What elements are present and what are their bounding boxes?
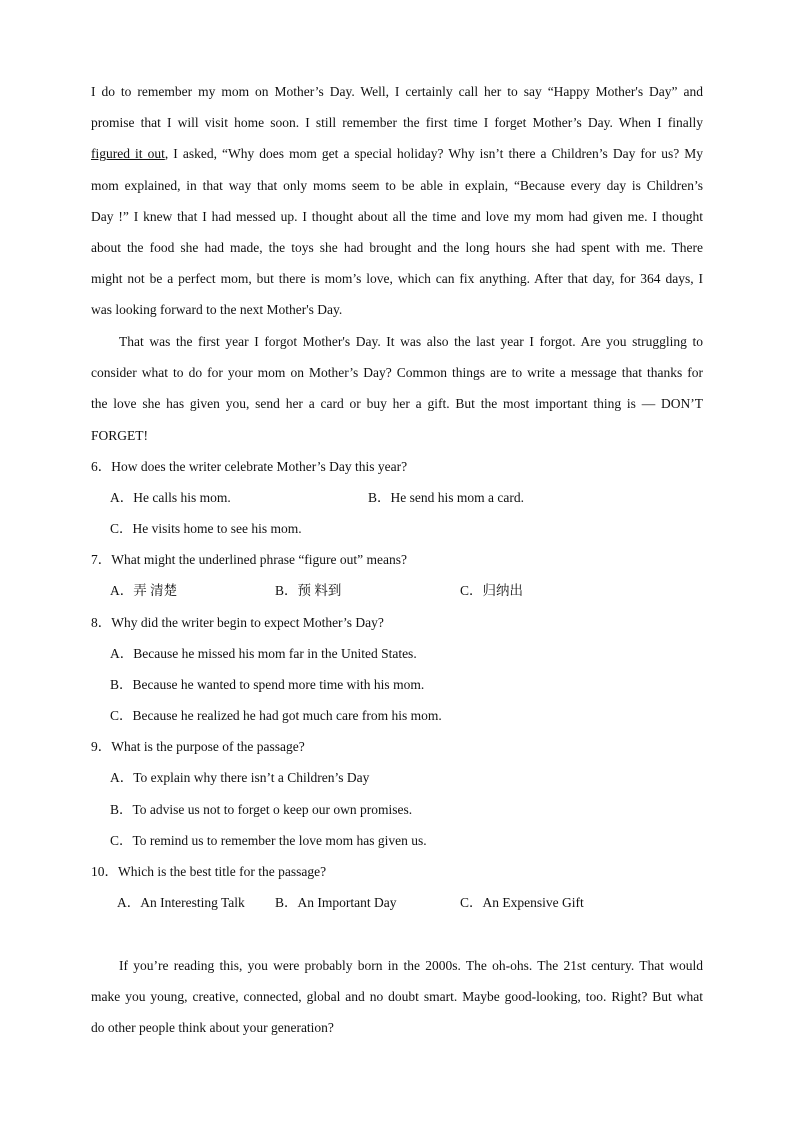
question-6-option-b: B．He send his mom a card. bbox=[368, 490, 524, 505]
passage-1-line bbox=[91, 138, 703, 169]
question-9-option-b: B．To advise us not to forget o keep our own promises. bbox=[110, 802, 413, 817]
question-8-option-a: A．Because he missed his mom far in the United States. bbox=[110, 646, 417, 661]
passage-2-line: That was the first year I forgot Mother's Day. It was also the last year I forgot. Are you struggling to bbox=[119, 334, 703, 349]
passage-2-line: FORGET! bbox=[91, 427, 148, 443]
passage-1 bbox=[91, 76, 703, 326]
question-7-option-a: A．弄 清楚 bbox=[110, 583, 178, 598]
question-9-option-a: A．To explain why there isn’t a Children’s Day bbox=[110, 770, 370, 785]
question-6-stem: 6．How does the writer celebrate Mother’s Day this year? bbox=[91, 459, 408, 474]
passage-3-line: If you’re reading this, you were probably born in the 2000s. The oh-ohs. The 21st century. That would bbox=[119, 958, 703, 973]
question-9-option-c: C．To remind us to remember the love mom has given us. bbox=[110, 833, 427, 848]
passage-1-line: promise that I will visit home soon. I still remember the first time I forget Mother’s Day. When I finally bbox=[91, 115, 703, 131]
passage-2-line: the love she has given you, send her a card or buy her a gift. But the most important thing is — DON’T bbox=[91, 396, 703, 412]
passage-1-line: about the food she had made, the toys she had brought and the long hours she had spent with me. There bbox=[91, 239, 703, 255]
passage-3 bbox=[91, 950, 703, 1044]
question-7-stem: 7．What might the underlined phrase “figure out” means? bbox=[91, 552, 408, 567]
passage-1-line: might not be a perfect mom, but there is mom’s love, which can fix anything. After that day, for 364 days, I bbox=[91, 271, 703, 287]
question-8-option-b: B．Because he wanted to spend more time with his mom. bbox=[110, 677, 425, 692]
underlined-phrase: figured it out bbox=[91, 146, 165, 162]
question-6-option-c: C．He visits home to see his mom. bbox=[110, 521, 302, 536]
passage-1-line: mom explained, in that way that only moms seem to be able in explain, “Because every day is Children’s bbox=[91, 177, 703, 193]
passage-3-line: make you young, creative, connected, global and no doubt smart. Maybe good-looking, too. Right? But what bbox=[91, 989, 703, 1005]
question-10-stem: 10．Which is the best title for the passage? bbox=[91, 864, 327, 879]
question-10-option-a: A．An Interesting Talk bbox=[117, 895, 245, 910]
question-10-option-b: B．An Important Day bbox=[275, 895, 397, 910]
question-10-option-c: C．An Expensive Gift bbox=[460, 895, 584, 910]
passage-1-line: I do to remember my mom on Mother’s Day. Well, I certainly call her to say “Happy Mother's Day” and bbox=[91, 84, 703, 99]
question-7-option-c: C．归纳出 bbox=[460, 583, 524, 598]
passage-1-line: Day !” I knew that I had messed up. I thought about all the time and love my mom had given me. I thought bbox=[91, 208, 703, 224]
passage-2-line: consider what to do for your mom on Mother’s Day? Common things are to write a message that thanks for bbox=[91, 365, 703, 381]
question-7-option-b: B．预 料到 bbox=[275, 583, 342, 598]
passage-1-line-rest: , I asked, “Why does mom get a special holiday? Why isn’t there a Children’s Day for us? My bbox=[164, 146, 703, 162]
question-9-stem: 9．What is the purpose of the passage? bbox=[91, 739, 305, 754]
passage-1-line: was looking forward to the next Mother's Day. bbox=[91, 302, 343, 318]
question-6-option-a: A．He calls his mom. bbox=[110, 490, 231, 505]
passage-2 bbox=[91, 326, 703, 451]
passage-3-line: do other people think about your generation? bbox=[91, 1020, 334, 1036]
question-8-option-c: C．Because he realized he had got much care from his mom. bbox=[110, 708, 442, 723]
question-8-stem: 8．Why did the writer begin to expect Mother’s Day? bbox=[91, 615, 384, 630]
